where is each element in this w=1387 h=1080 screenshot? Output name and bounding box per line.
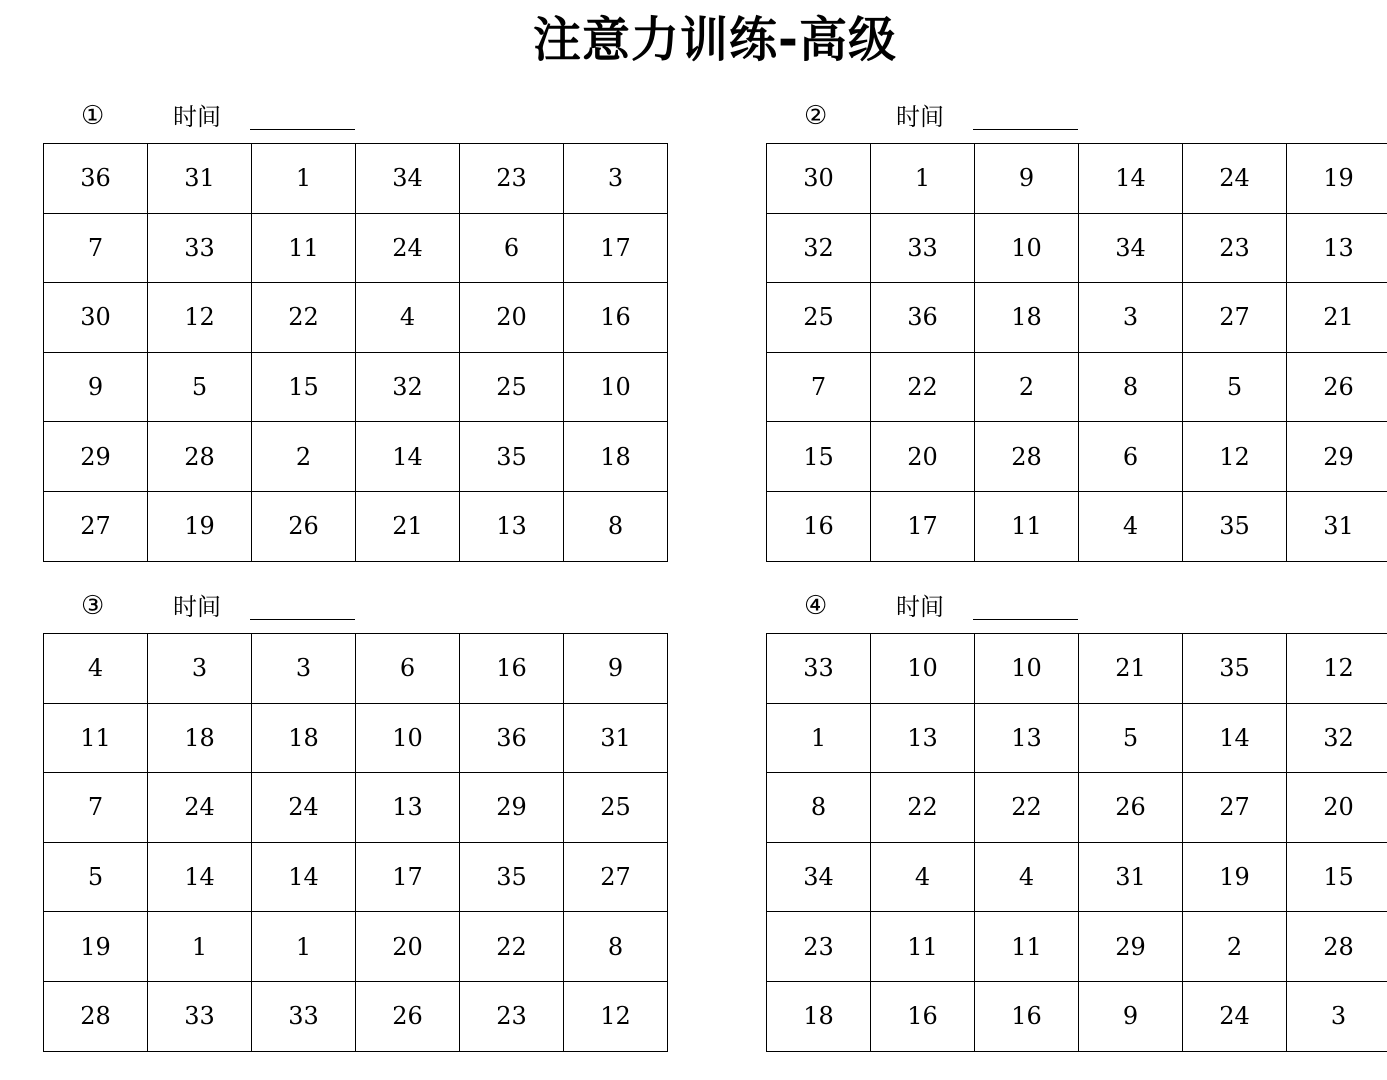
grid-cell[interactable]: 20: [356, 912, 460, 982]
grid-cell[interactable]: 23: [1183, 213, 1287, 283]
grid-row: [44, 283, 668, 353]
grid-cell[interactable]: 32: [1287, 703, 1387, 773]
grid-row: [44, 491, 668, 561]
grid-number: ③: [81, 591, 105, 621]
time-blank-line[interactable]: [250, 619, 355, 620]
grid-row: [44, 842, 668, 912]
grid-cell[interactable]: 12: [148, 283, 252, 353]
grid-cell[interactable]: 1: [871, 144, 975, 214]
grid-cell[interactable]: 35: [460, 842, 564, 912]
grid-cell[interactable]: 14: [1079, 144, 1183, 214]
grid-cell[interactable]: 17: [356, 842, 460, 912]
grid-row: [44, 981, 668, 1051]
grid-cell[interactable]: 4: [44, 634, 148, 704]
grid-cell[interactable]: 10: [975, 213, 1079, 283]
grid-cell[interactable]: 21: [356, 491, 460, 561]
grid-cell[interactable]: 25: [564, 773, 668, 843]
grid-cell[interactable]: 17: [871, 491, 975, 561]
grid-cell[interactable]: 13: [871, 703, 975, 773]
grid-cell[interactable]: 2: [252, 422, 356, 492]
grid-cell[interactable]: 23: [460, 981, 564, 1051]
grid-cell[interactable]: 6: [1079, 422, 1183, 492]
grid-cell[interactable]: 29: [460, 773, 564, 843]
grid-cell[interactable]: 22: [975, 773, 1079, 843]
grid-cell[interactable]: 30: [767, 144, 871, 214]
grid-cell[interactable]: 18: [252, 703, 356, 773]
grid-cell[interactable]: 28: [1287, 912, 1387, 982]
grid-row: [767, 842, 1387, 912]
grid-cell[interactable]: 11: [975, 912, 1079, 982]
grid-cell[interactable]: 31: [1287, 491, 1387, 561]
number-grid: [43, 633, 668, 1052]
grid-cell[interactable]: 35: [460, 422, 564, 492]
grid-cell[interactable]: 31: [564, 703, 668, 773]
grid-cell[interactable]: 15: [767, 422, 871, 492]
time-label: 时间: [896, 103, 944, 131]
grid-cell[interactable]: 24: [148, 773, 252, 843]
grid-cell[interactable]: 32: [767, 213, 871, 283]
grid-cell[interactable]: 18: [148, 703, 252, 773]
grid-cell[interactable]: 15: [252, 352, 356, 422]
grid-cell[interactable]: 3: [252, 634, 356, 704]
grid-cell[interactable]: 31: [148, 144, 252, 214]
grid-cell[interactable]: 16: [460, 634, 564, 704]
grid-cell[interactable]: 14: [1183, 703, 1287, 773]
grid-cell[interactable]: 28: [148, 422, 252, 492]
grid-row: [767, 352, 1387, 422]
grid-cell[interactable]: 26: [252, 491, 356, 561]
grid-row: [767, 912, 1387, 982]
grid-row: [44, 773, 668, 843]
grid-cell[interactable]: 13: [1287, 213, 1387, 283]
grid-section-1: [43, 98, 665, 562]
number-grid: [766, 143, 1387, 562]
grid-section-2: [766, 98, 1387, 562]
grid-cell[interactable]: 26: [356, 981, 460, 1051]
grid-cell[interactable]: 16: [564, 283, 668, 353]
grid-cell[interactable]: 35: [1183, 491, 1287, 561]
grid-section-3: [43, 588, 665, 1052]
grid-row: [44, 703, 668, 773]
time-blank-line[interactable]: [973, 619, 1078, 620]
grid-cell[interactable]: 1: [252, 912, 356, 982]
grid-cell[interactable]: 34: [356, 144, 460, 214]
grid-row: [44, 213, 668, 283]
grid-cell[interactable]: 23: [767, 912, 871, 982]
grid-cell[interactable]: 13: [975, 703, 1079, 773]
grid-cell[interactable]: 33: [148, 981, 252, 1051]
grid-cell[interactable]: 1: [148, 912, 252, 982]
grid-cell[interactable]: 16: [871, 981, 975, 1051]
grid-row: [44, 634, 668, 704]
grid-cell[interactable]: 33: [871, 213, 975, 283]
grid-cell[interactable]: 19: [1287, 144, 1387, 214]
grid-header: [766, 588, 1387, 633]
grid-header: [766, 98, 1387, 143]
grid-cell[interactable]: 9: [975, 144, 1079, 214]
grid-cell[interactable]: 27: [1183, 283, 1287, 353]
grid-cell[interactable]: 13: [356, 773, 460, 843]
grid-number: ②: [804, 101, 828, 131]
grid-cell[interactable]: 26: [1287, 352, 1387, 422]
grid-number: ①: [81, 101, 105, 131]
grid-cell[interactable]: 1: [767, 703, 871, 773]
grid-cell[interactable]: 4: [356, 283, 460, 353]
time-label: 时间: [173, 593, 221, 621]
grid-cell[interactable]: 22: [871, 773, 975, 843]
grid-cell[interactable]: 26: [1079, 773, 1183, 843]
grid-cell[interactable]: 3: [1079, 283, 1183, 353]
grid-cell[interactable]: 32: [356, 352, 460, 422]
grid-cell[interactable]: 20: [1287, 773, 1387, 843]
grid-cell[interactable]: 24: [252, 773, 356, 843]
grid-cell[interactable]: 35: [1183, 634, 1287, 704]
grid-header: [43, 98, 665, 143]
grid-cell[interactable]: 23: [460, 144, 564, 214]
grid-cell[interactable]: 17: [564, 213, 668, 283]
grid-cell[interactable]: 11: [975, 491, 1079, 561]
grid-cell[interactable]: 24: [1183, 981, 1287, 1051]
grid-cell[interactable]: 19: [1183, 842, 1287, 912]
grid-cell[interactable]: 22: [252, 283, 356, 353]
grid-row: [767, 703, 1387, 773]
grid-cell[interactable]: 4: [871, 842, 975, 912]
grid-cell[interactable]: 14: [252, 842, 356, 912]
grid-cell[interactable]: 29: [1287, 422, 1387, 492]
number-grid: [766, 633, 1387, 1052]
grid-cell[interactable]: 11: [871, 912, 975, 982]
grid-cell[interactable]: 5: [1079, 703, 1183, 773]
grid-cell[interactable]: 15: [1287, 842, 1387, 912]
grid-cell[interactable]: 9: [44, 352, 148, 422]
grid-cell[interactable]: 2: [975, 352, 1079, 422]
grid-row: [767, 422, 1387, 492]
grid-row: [767, 283, 1387, 353]
grid-cell[interactable]: 21: [1287, 283, 1387, 353]
grid-cell[interactable]: 10: [564, 352, 668, 422]
grid-cell[interactable]: 11: [44, 703, 148, 773]
grid-cell[interactable]: 3: [564, 144, 668, 214]
grid-cell[interactable]: 25: [460, 352, 564, 422]
grid-cell[interactable]: 27: [564, 842, 668, 912]
number-grid: [43, 143, 668, 562]
grid-cell[interactable]: 22: [460, 912, 564, 982]
time-blank-line[interactable]: [250, 129, 355, 130]
grid-cell[interactable]: 10: [356, 703, 460, 773]
grid-cell[interactable]: 16: [975, 981, 1079, 1051]
grid-cell[interactable]: 6: [460, 213, 564, 283]
grid-cell[interactable]: 8: [564, 912, 668, 982]
page-title: 注意力训练-高级: [533, 12, 897, 68]
grid-cell[interactable]: 36: [44, 144, 148, 214]
grid-cell[interactable]: 19: [44, 912, 148, 982]
grid-cell[interactable]: 14: [356, 422, 460, 492]
grid-cell[interactable]: 7: [44, 213, 148, 283]
grid-cell[interactable]: 18: [564, 422, 668, 492]
grid-cell[interactable]: 4: [1079, 491, 1183, 561]
time-label: 时间: [173, 103, 221, 131]
grid-header: [43, 588, 665, 633]
grid-cell[interactable]: 14: [148, 842, 252, 912]
grid-cell[interactable]: 3: [1287, 981, 1387, 1051]
grid-cell[interactable]: 5: [148, 352, 252, 422]
grid-cell[interactable]: 5: [1183, 352, 1287, 422]
grid-row: [767, 491, 1387, 561]
grid-cell[interactable]: 7: [44, 773, 148, 843]
grid-cell[interactable]: 21: [1079, 634, 1183, 704]
grid-cell[interactable]: 25: [767, 283, 871, 353]
grid-cell[interactable]: 8: [1079, 352, 1183, 422]
grid-row: [44, 144, 668, 214]
grid-cell[interactable]: 29: [44, 422, 148, 492]
grid-cell[interactable]: 9: [1079, 981, 1183, 1051]
grid-cell[interactable]: 12: [1183, 422, 1287, 492]
grid-cell[interactable]: 1: [252, 144, 356, 214]
grid-cell[interactable]: 33: [767, 634, 871, 704]
grid-cell[interactable]: 33: [148, 213, 252, 283]
grid-cell[interactable]: 10: [975, 634, 1079, 704]
grid-cell[interactable]: 12: [564, 981, 668, 1051]
grid-cell[interactable]: 16: [767, 491, 871, 561]
grid-cell[interactable]: 7: [767, 352, 871, 422]
grid-cell[interactable]: 9: [564, 634, 668, 704]
grid-cell[interactable]: 24: [1183, 144, 1287, 214]
grid-cell[interactable]: 31: [1079, 842, 1183, 912]
grid-row: [767, 773, 1387, 843]
grid-row: [767, 981, 1387, 1051]
grid-cell[interactable]: 3: [148, 634, 252, 704]
grid-cell[interactable]: 18: [975, 283, 1079, 353]
grid-row: [767, 213, 1387, 283]
time-label: 时间: [896, 593, 944, 621]
grid-cell[interactable]: 20: [460, 283, 564, 353]
grid-cell[interactable]: 27: [44, 491, 148, 561]
grid-section-4: [766, 588, 1387, 1052]
grid-cell[interactable]: 11: [252, 213, 356, 283]
grid-cell[interactable]: 20: [871, 422, 975, 492]
grid-cell[interactable]: 8: [564, 491, 668, 561]
grid-row: [767, 634, 1387, 704]
grid-cell[interactable]: 2: [1183, 912, 1287, 982]
grid-cell[interactable]: 34: [767, 842, 871, 912]
grid-row: [44, 912, 668, 982]
grid-cell[interactable]: 4: [975, 842, 1079, 912]
grid-cell[interactable]: 12: [1287, 634, 1387, 704]
grid-cell[interactable]: 5: [44, 842, 148, 912]
grid-cell[interactable]: 27: [1183, 773, 1287, 843]
grid-cell[interactable]: 8: [767, 773, 871, 843]
grid-cell[interactable]: 6: [356, 634, 460, 704]
grid-cell[interactable]: 10: [871, 634, 975, 704]
grid-cell[interactable]: 36: [871, 283, 975, 353]
grid-cell[interactable]: 28: [975, 422, 1079, 492]
grid-cell[interactable]: 33: [252, 981, 356, 1051]
time-blank-line[interactable]: [973, 129, 1078, 130]
grid-cell[interactable]: 19: [148, 491, 252, 561]
grid-cell[interactable]: 24: [356, 213, 460, 283]
grid-row: [44, 352, 668, 422]
grid-row: [767, 144, 1387, 214]
grid-cell[interactable]: 28: [44, 981, 148, 1051]
grid-cell[interactable]: 29: [1079, 912, 1183, 982]
grid-cell[interactable]: 13: [460, 491, 564, 561]
grid-row: [44, 422, 668, 492]
grid-cell[interactable]: 22: [871, 352, 975, 422]
grid-number: ④: [804, 591, 828, 621]
grid-cell[interactable]: 36: [460, 703, 564, 773]
grid-cell[interactable]: 18: [767, 981, 871, 1051]
grid-cell[interactable]: 34: [1079, 213, 1183, 283]
grid-cell[interactable]: 30: [44, 283, 148, 353]
